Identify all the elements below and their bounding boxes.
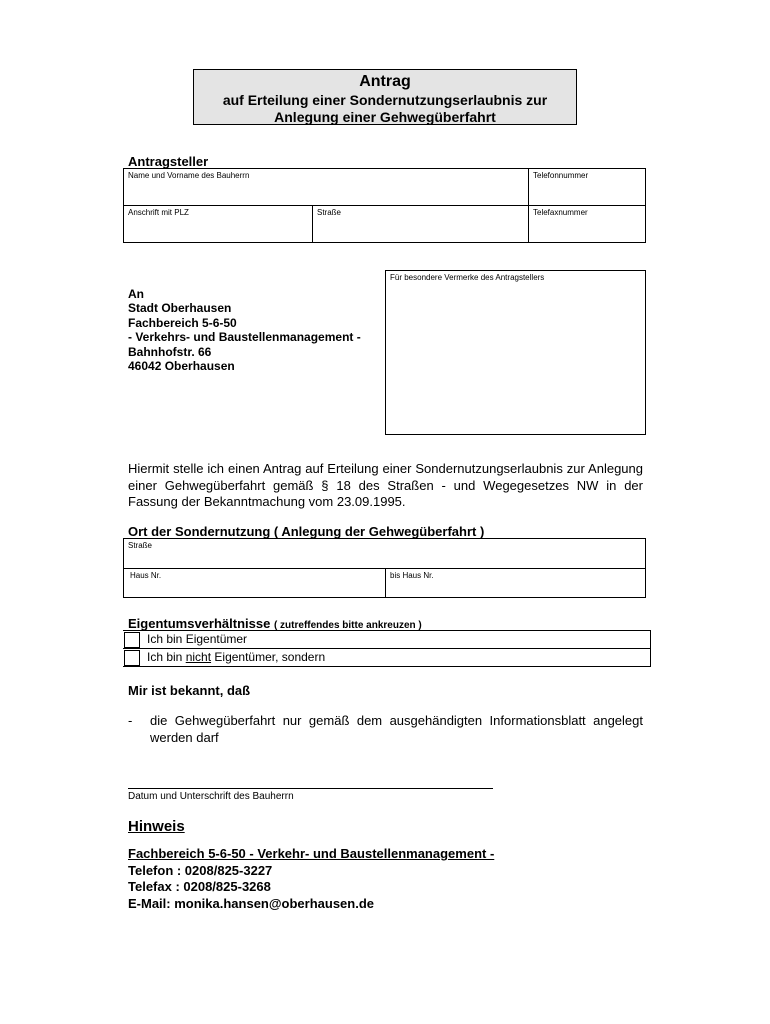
house-no-field[interactable] — [124, 569, 386, 597]
notice-department: Fachbereich 5-6-50 - Verkehr- und Baustellenmanagement - — [128, 846, 495, 861]
option-not-owner-row[interactable] — [123, 649, 650, 667]
name-field[interactable] — [124, 169, 529, 206]
location-street-field[interactable] — [124, 539, 645, 569]
address-label: Anschrift mit PLZ — [128, 208, 189, 217]
to-house-no-label: bis Haus Nr. — [390, 571, 434, 580]
recipient-line: An — [128, 287, 144, 301]
ownership-options — [123, 630, 651, 667]
address-field[interactable] — [124, 206, 313, 242]
location-street-label: Straße — [128, 541, 153, 550]
recipient-line: Bahnhofstr. 66 — [128, 344, 212, 359]
recipient-address — [128, 287, 361, 373]
ownership-heading-row — [128, 616, 422, 631]
not-owner-checkbox[interactable] — [124, 650, 140, 666]
owner-checkbox[interactable] — [124, 632, 140, 648]
notice-phone: Telefon : 0208/825-3227 — [128, 862, 273, 878]
form-title: Antrag — [359, 73, 411, 90]
notes-label: Für besondere Vermerke des Antragstellers — [390, 273, 545, 282]
notice-contact-block — [128, 846, 494, 912]
location-heading: Ort der Sondernutzung ( Anlegung der Gehwegüberfahrt ) — [128, 524, 485, 539]
notes-box[interactable] — [385, 270, 646, 435]
owner-option-label: Ich bin Eigentümer — [147, 632, 248, 646]
phone-label: Telefonnummer — [533, 171, 589, 180]
street-field[interactable] — [313, 206, 529, 242]
option-owner-row[interactable] — [123, 631, 650, 649]
form-subtitle-line-2: Anlegung einer Gehwegüberfahrt — [274, 109, 496, 125]
request-paragraph: Hiermit stelle ich einen Antrag auf Erteilung einer Sondernutzungserlaubnis zur Anlegung einer Gehwegüberfahrt gemäß § 18 des Straßen - und Wegegesetzes NW in der Fassung der Bekanntmachung vom 23.09.1995. — [128, 461, 643, 509]
notice-fax: Telefax : 0208/825-3268 — [128, 879, 271, 894]
applicant-grid — [123, 168, 646, 243]
fax-label: Telefaxnummer — [533, 208, 588, 217]
phone-field[interactable] — [529, 169, 645, 206]
location-grid — [123, 538, 646, 598]
not-owner-text-pre: Ich bin — [147, 650, 186, 664]
street-label: Straße — [317, 208, 342, 217]
acknowledgement-heading: Mir ist bekannt, daß — [128, 683, 251, 698]
acknowledgement-item: die Gehwegüberfahrt nur gemäß dem ausgehändigten Informationsblatt angelegt werden darf — [150, 713, 643, 745]
signature-label: Datum und Unterschrift des Bauherrn — [128, 791, 294, 802]
recipient-line: - Verkehrs- und Baustellenmanagement - — [128, 330, 361, 345]
form-title-box — [193, 69, 577, 125]
to-house-no-field[interactable] — [386, 569, 645, 597]
recipient-line: Fachbereich 5-6-50 — [128, 315, 237, 330]
signature-line[interactable] — [128, 788, 493, 789]
name-label: Name und Vorname des Bauherrn — [128, 171, 250, 180]
recipient-line: 46042 Oberhausen — [128, 359, 235, 374]
recipient-line: Stadt Oberhausen — [128, 301, 232, 316]
notice-email: E-Mail: monika.hansen@oberhausen.de — [128, 895, 375, 911]
acknowledgement-bullet: - — [128, 713, 133, 728]
not-owner-text-post: Eigentümer, sondern — [211, 650, 326, 664]
form-subtitle-line-1: auf Erteilung einer Sondernutzungserlaubnis zur — [222, 92, 548, 108]
not-owner-option-label — [147, 650, 325, 664]
ownership-hint: ( zutreffendes bitte ankreuzen ) — [273, 620, 422, 631]
fax-field[interactable] — [529, 206, 645, 242]
not-owner-text-underlined: nicht — [185, 650, 212, 664]
notice-heading: Hinweis — [128, 818, 185, 835]
house-no-label: Haus Nr. — [130, 571, 162, 580]
ownership-heading: Eigentumsverhältnisse — [128, 616, 271, 631]
applicant-heading: Antragsteller — [128, 154, 209, 169]
